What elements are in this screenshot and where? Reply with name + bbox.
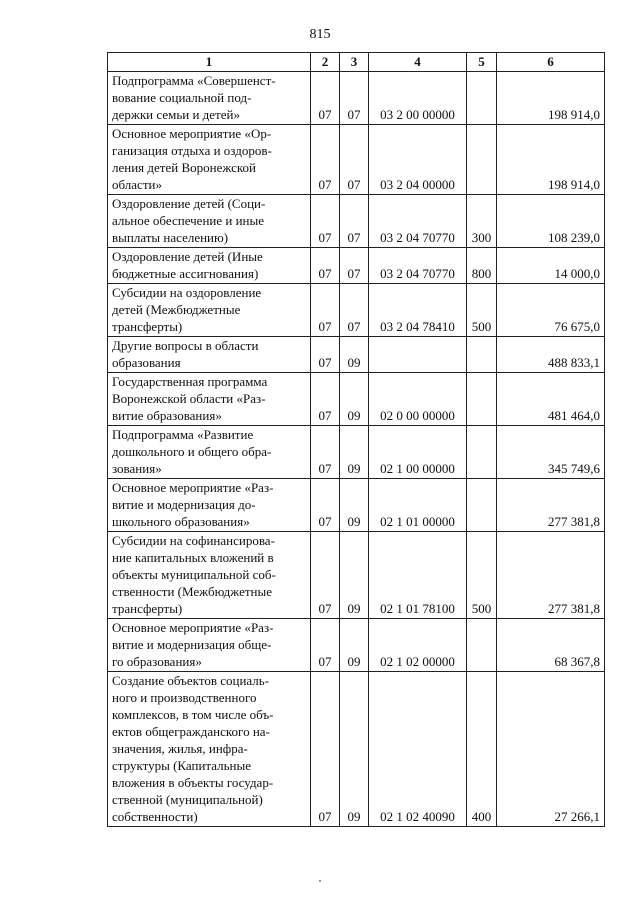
row-expense-type: 400: [467, 672, 497, 827]
row-name: Подпрограмма «Совершенст- вование социальной под- держки семьи и детей»: [108, 72, 311, 125]
row-name: Другие вопросы в области образования: [108, 337, 311, 373]
row-name: Основное мероприятие «Раз- витие и модернизация обще- го образования»: [108, 619, 311, 672]
row-subsection: 09: [340, 479, 369, 532]
table-row: [108, 248, 605, 284]
row-expense-type: [467, 373, 497, 426]
table-row: [108, 479, 605, 532]
row-amount: 198 914,0: [497, 125, 605, 195]
row-amount: 277 381,8: [497, 479, 605, 532]
header-col-3: 3: [340, 53, 369, 72]
row-section: 07: [311, 532, 340, 619]
row-section: 07: [311, 337, 340, 373]
row-subsection: 07: [340, 195, 369, 248]
table-row: [108, 195, 605, 248]
row-subsection: 09: [340, 672, 369, 827]
header-col-6: 6: [497, 53, 605, 72]
table-row: [108, 284, 605, 337]
row-subsection: 07: [340, 72, 369, 125]
row-amount: 108 239,0: [497, 195, 605, 248]
row-section: 07: [311, 373, 340, 426]
row-section: 07: [311, 125, 340, 195]
row-expense-type: 800: [467, 248, 497, 284]
row-target-code: 03 2 04 70770: [369, 195, 467, 248]
row-section: 07: [311, 195, 340, 248]
row-name: Субсидии на софинансирова- ние капитальных вложений в объекты муниципальной соб- ственности (Межбюджетные трансферты): [108, 532, 311, 619]
row-section: 07: [311, 479, 340, 532]
row-name: Подпрограмма «Развитие дошкольного и общего обра- зования»: [108, 426, 311, 479]
row-expense-type: [467, 72, 497, 125]
row-subsection: 07: [340, 284, 369, 337]
row-name: Субсидии на оздоровление детей (Межбюджетные трансферты): [108, 284, 311, 337]
row-target-code: 02 1 02 40090: [369, 672, 467, 827]
row-name: Создание объектов социаль- ного и производственного комплексов, в том числе объ- ектов общегражданского на- значения, жилья, инфра- структуры (Капитальные вложения в объекты государ- ственной (муниципальной) собственности): [108, 672, 311, 827]
row-subsection: 09: [340, 532, 369, 619]
table-row: [108, 426, 605, 479]
budget-table: [107, 52, 605, 827]
row-target-code: 03 2 04 70770: [369, 248, 467, 284]
row-subsection: 07: [340, 248, 369, 284]
row-amount: 488 833,1: [497, 337, 605, 373]
header-col-5: 5: [467, 53, 497, 72]
table-row: [108, 619, 605, 672]
row-name: Государственная программа Воронежской области «Раз- витие образования»: [108, 373, 311, 426]
row-expense-type: 300: [467, 195, 497, 248]
row-name: Оздоровление детей (Иные бюджетные ассигнования): [108, 248, 311, 284]
row-amount: 277 381,8: [497, 532, 605, 619]
table-row: [108, 373, 605, 426]
row-name: Оздоровление детей (Соци- альное обеспечение и иные выплаты населению): [108, 195, 311, 248]
scan-speck: [319, 880, 321, 882]
row-section: 07: [311, 672, 340, 827]
row-amount: 27 266,1: [497, 672, 605, 827]
row-expense-type: [467, 479, 497, 532]
row-subsection: 09: [340, 373, 369, 426]
header-col-1: 1: [108, 53, 311, 72]
row-section: 07: [311, 619, 340, 672]
row-expense-type: [467, 426, 497, 479]
row-target-code: 02 1 00 00000: [369, 426, 467, 479]
row-expense-type: [467, 337, 497, 373]
row-section: 07: [311, 284, 340, 337]
header-col-4: 4: [369, 53, 467, 72]
table-row: [108, 125, 605, 195]
row-section: 07: [311, 248, 340, 284]
table-row: [108, 337, 605, 373]
header-col-2: 2: [311, 53, 340, 72]
row-section: 07: [311, 426, 340, 479]
row-target-code: 02 1 02 00000: [369, 619, 467, 672]
row-target-code: 03 2 04 00000: [369, 125, 467, 195]
row-name: Основное мероприятие «Ор- ганизация отдыха и оздоров- ления детей Воронежской области»: [108, 125, 311, 195]
row-expense-type: [467, 619, 497, 672]
row-target-code: 02 0 00 00000: [369, 373, 467, 426]
row-amount: 481 464,0: [497, 373, 605, 426]
row-target-code: 02 1 01 00000: [369, 479, 467, 532]
row-subsection: 09: [340, 337, 369, 373]
table-row: [108, 672, 605, 827]
table-row: [108, 72, 605, 125]
row-name: Основное мероприятие «Раз- витие и модернизация до- школьного образования»: [108, 479, 311, 532]
row-subsection: 09: [340, 426, 369, 479]
row-target-code: 02 1 01 78100: [369, 532, 467, 619]
row-expense-type: 500: [467, 532, 497, 619]
row-expense-type: 500: [467, 284, 497, 337]
row-expense-type: [467, 125, 497, 195]
row-subsection: 09: [340, 619, 369, 672]
row-subsection: 07: [340, 125, 369, 195]
row-section: 07: [311, 72, 340, 125]
row-amount: 68 367,8: [497, 619, 605, 672]
table-header-row: [108, 53, 605, 72]
row-amount: 198 914,0: [497, 72, 605, 125]
page-number: 815: [309, 27, 331, 42]
table-row: [108, 532, 605, 619]
row-amount: 76 675,0: [497, 284, 605, 337]
row-target-code: [369, 337, 467, 373]
row-amount: 345 749,6: [497, 426, 605, 479]
row-target-code: 03 2 00 00000: [369, 72, 467, 125]
row-amount: 14 000,0: [497, 248, 605, 284]
row-target-code: 03 2 04 78410: [369, 284, 467, 337]
